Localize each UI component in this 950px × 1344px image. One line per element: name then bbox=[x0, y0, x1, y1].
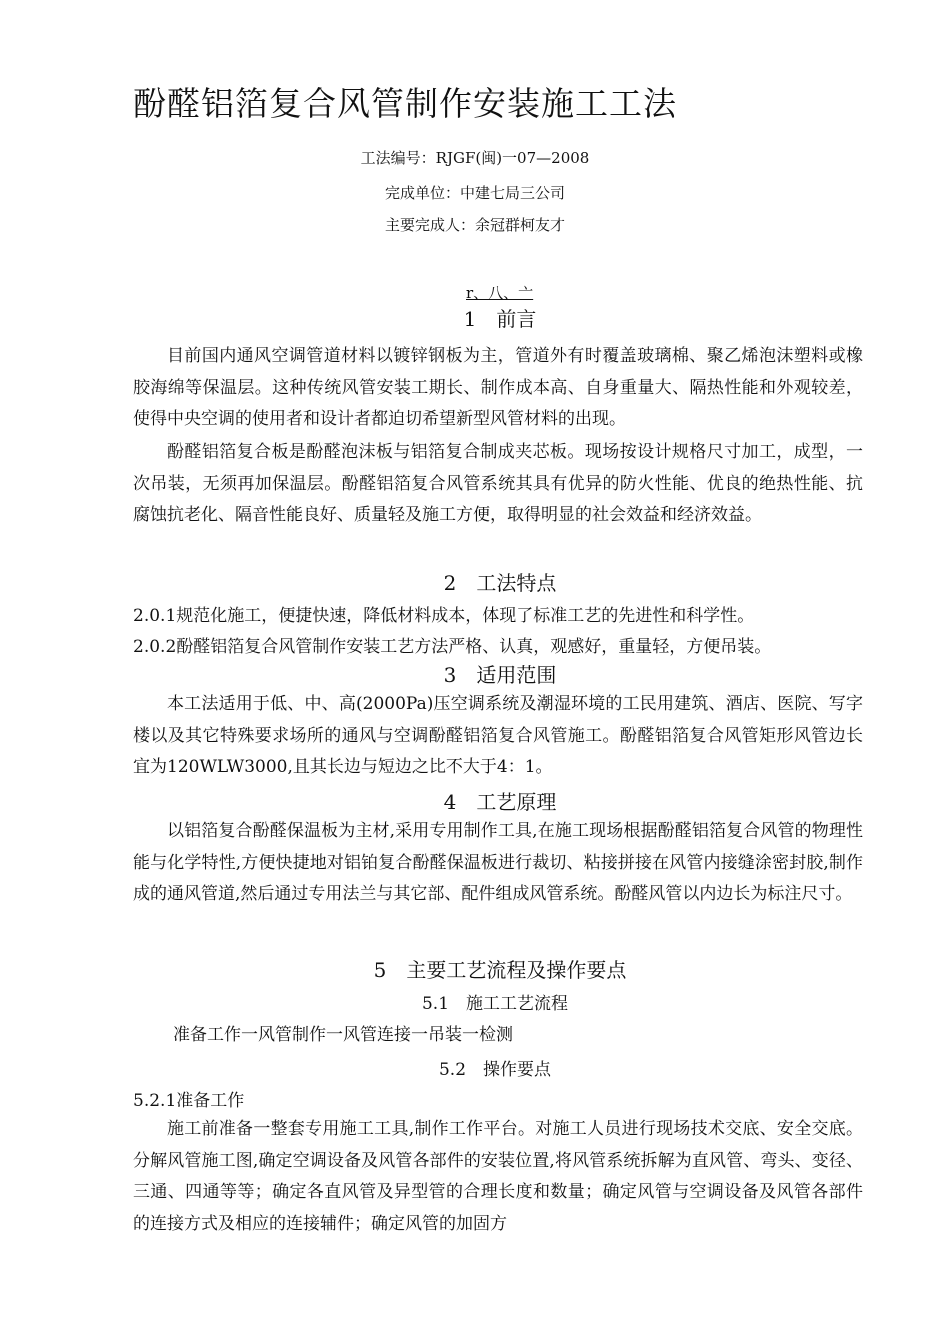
page-title: 酚醛铝箔复合风管制作安装施工工法 bbox=[133, 84, 677, 123]
section-heading-3: 3 适用范围 bbox=[443, 663, 557, 687]
section-heading-2: 2 工法特点 bbox=[443, 571, 557, 595]
section-heading-1: 1 前言 bbox=[463, 307, 537, 331]
section-3-paragraph-1: 本工法适用于低、中、高(2000Pa)压空调系统及潮湿环境的工民用建筑、酒店、医院、写字楼以及其它特殊要求场所的通风与空调酚醛铝箔复合风管施工。酚醛铝箔复合风管矩形风管边长宜为120WLW3000,且其长边与短边之比不大于4：1。 bbox=[133, 694, 863, 777]
method-code: 工法编号：RJGF(闽)一07—2008 bbox=[360, 149, 590, 167]
section-5-paragraph-1: 施工前准备一整套专用施工工具,制作工作平台。对施工人员进行现场技术交底、安全交底。分解风管施工图,确定空调设备及风管各部件的安装位置,将风管系统拆解为直风管、弯头、变径、三通、四通等等；确定各直风管及异型管的合理长度和数量；确定风管与空调设备及风管各部件的连接方式及相应的连接辅件；确定风管的加固方 bbox=[133, 1119, 863, 1234]
subsection-5-2: 5.2 操作要点 bbox=[438, 1060, 552, 1080]
subsection-5-1: 5.1 施工工艺流程 bbox=[421, 994, 569, 1014]
process-flow: 准备工作一风管制作一风管连接一吊装一检测 bbox=[173, 1025, 513, 1045]
section-2-item-1: 2.0.1规范化施工，便捷快速，降低材料成本，体现了标准工艺的先进性和科学性。 bbox=[133, 606, 755, 626]
section-2-item-2: 2.0.2酚醛铝箔复合风管制作安装工艺方法严格、认真，观感好，重量轻，方便吊装。 bbox=[133, 637, 772, 657]
main-authors: 主要完成人：余冠群柯友才 bbox=[384, 216, 565, 234]
section-heading-5: 5 主要工艺流程及操作要点 bbox=[373, 958, 627, 982]
section-4-paragraph-1: 以铝箔复合酚醛保温板为主材,采用专用制作工具,在施工现场根据酚醛铝箔复合风管的物理性能与化学特性,方便快捷地对铝铂复合酚醛保温板进行裁切、粘接拼接在风管内接缝涂密封胶,制作成的通风管道,然后通过专用法兰与其它部、配件组成风管系统。酚醛风管以内边长为标注尺寸。 bbox=[133, 821, 863, 904]
item-5-2-1: 5.2.1准备工作 bbox=[133, 1091, 245, 1111]
stray-mark: r、八、亠 bbox=[466, 284, 534, 302]
section-1-paragraph-1: 目前国内通风空调管道材料以镀锌钢板为主，管道外有时覆盖玻璃棉、聚乙烯泡沫塑料或橡胶海绵等保温层。这种传统风管安装工期长、制作成本高、自身重量大、隔热性能和外观较差，使得中央空调的使用者和设计者都迫切希望新型风管材料的出现。 bbox=[133, 346, 863, 429]
section-heading-4: 4 工艺原理 bbox=[443, 790, 557, 814]
completion-unit: 完成单位：中建七局三公司 bbox=[384, 184, 565, 202]
section-1-paragraph-2: 酚醛铝箔复合板是酚醛泡沫板与铝箔复合制成夹芯板。现场按设计规格尺寸加工，成型，一次吊装，无须再加保温层。酚醛铝箔复合风管系统其具有优异的防火性能、优良的绝热性能、抗腐蚀抗老化、隔音性能良好、质量轻及施工方便，取得明显的社会效益和经济效益。 bbox=[133, 442, 863, 525]
